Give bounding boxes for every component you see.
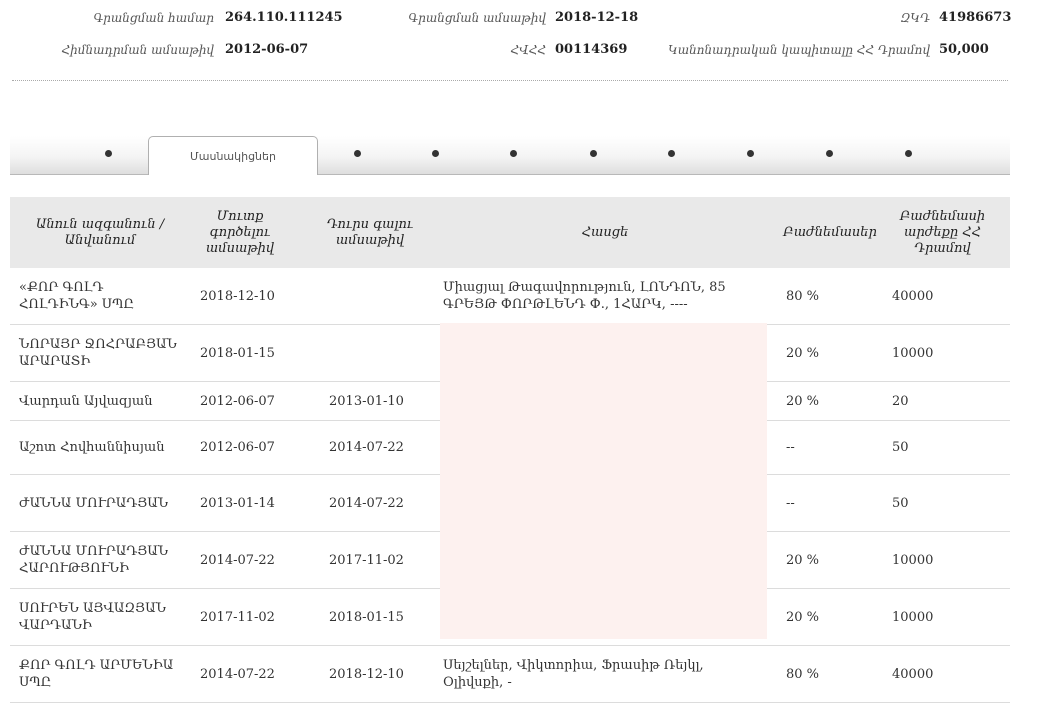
cell-name: Աշոտ Հովհաննիսյան: [19, 440, 165, 455]
registration-number-value: 264.110.111245: [225, 10, 343, 25]
cell-exit-date: 2014-07-22: [329, 495, 404, 511]
tax-id-label: ՀՎՀՀ: [510, 43, 546, 57]
cell-name: «ՔՈՐ ԳՈԼԴ ՀՈԼԴԻՆԳ» ՍՊԸ: [19, 280, 135, 312]
zkd-value: 41986673: [939, 10, 1012, 25]
founding-date-label: Հիմնադրման ամսաթիվ: [61, 43, 214, 57]
capital-value: 50,000: [939, 42, 989, 57]
header-address: Հասցե: [581, 224, 629, 240]
registration-date-value: 2018-12-18: [555, 10, 639, 25]
redacted-address-area: [440, 323, 767, 639]
table-row: [10, 646, 1010, 703]
cell-share: 80 %: [786, 666, 820, 682]
cell-name: ԺԱՆՆԱ ՄՈՒՐԱԴՅԱՆ: [19, 495, 169, 511]
cell-name: Վարդան Այվազյան: [19, 393, 153, 409]
cell-share: 20 %: [786, 393, 820, 409]
tab-dot-8[interactable]: [826, 150, 833, 157]
header-share: Բաժնեմասեր: [783, 224, 877, 240]
cell-exit-date: 2017-11-02: [329, 552, 404, 568]
cell-name: ՔՈՐ ԳՈԼԴ ԱՐՄԵՆԻԱ ՍՊԸ: [19, 658, 174, 690]
cell-share: 20 %: [786, 552, 820, 568]
tab-dot-6[interactable]: [668, 150, 675, 157]
tab-dot-5[interactable]: [590, 150, 597, 157]
cell-entry-date: 2012-06-07: [200, 393, 275, 409]
cell-value: 10000: [892, 345, 934, 361]
cell-share: 20 %: [786, 609, 820, 625]
header-exit-date: Դուրս գալու ամսաթիվ: [326, 216, 414, 248]
cell-entry-date: 2012-06-07: [200, 440, 275, 455]
cell-value: 40000: [892, 666, 934, 682]
cell-exit-date: 2014-07-22: [329, 440, 404, 455]
capital-label: Կանոնադրական կապիտալը ՀՀ Դրամով: [668, 43, 930, 57]
cell-value: 10000: [892, 552, 934, 568]
registration-date-label: Գրանցման ամսաթիվ: [408, 11, 546, 25]
cell-share: 20 %: [786, 345, 820, 361]
cell-entry-date: 2017-11-02: [200, 609, 275, 625]
table-header: [10, 197, 1010, 268]
tax-id-value: 00114369: [555, 42, 628, 57]
cell-entry-date: 2013-01-14: [200, 495, 275, 511]
cell-value: 20: [892, 393, 909, 409]
cell-entry-date: 2014-07-22: [200, 666, 275, 682]
cell-value: 50: [892, 495, 909, 511]
header-value: Բաժնեմասի արժեքը ՀՀ Դրամով: [899, 208, 986, 256]
cell-entry-date: 2018-12-10: [200, 288, 275, 304]
cell-exit-date: 2013-01-10: [329, 393, 404, 409]
cell-share: --: [786, 440, 795, 455]
header-entry-date: Մուտք գործելու ամսաթիվ: [205, 208, 275, 256]
cell-name: ԺԱՆՆԱ ՄՈՒՐԱԴՅԱՆ ՀԱՐՈՒԹՅՈՒՆԻ: [19, 544, 169, 576]
cell-name: ՆՈՐԱՅՐ ՋՈՀՐԱԲՅԱՆ ԱՐԱՐԱՏԻ: [19, 337, 177, 369]
cell-address: Սեյշելներ, Վիկտորիա, Ֆրասիթ Ռեյկլ, Օլիվսքի, -: [443, 658, 704, 690]
cell-share: 80 %: [786, 288, 820, 304]
tab-dot-2[interactable]: [354, 150, 361, 157]
cell-exit-date: [329, 325, 429, 381]
cell-exit-date: 2018-12-10: [329, 666, 404, 682]
header-name: Անուն ազգանուն / Անվանում: [35, 216, 165, 248]
cell-value: 10000: [892, 609, 934, 625]
tab-dot-3[interactable]: [432, 150, 439, 157]
founding-date-value: 2012-06-07: [225, 42, 309, 57]
tab-dot-1[interactable]: [105, 150, 112, 157]
cell-entry-date: 2014-07-22: [200, 552, 275, 568]
registration-number-label: Գրանցման համար: [93, 11, 214, 25]
participants-table: [10, 197, 1010, 703]
cell-address: Միացյալ Թագավորություն, ԼՈՆԴՈՆ, 85 ԳՐԵՅԹ ՓՈՐԹԼԵՆԴ Փ., 1ՀԱՐԿ, ----: [443, 280, 726, 312]
info-divider: [12, 80, 1008, 81]
cell-value: 40000: [892, 288, 934, 304]
tab-participants[interactable]: Մասնակիցներ: [148, 136, 318, 175]
table-row: [10, 268, 1010, 325]
cell-exit-date: 2018-01-15: [329, 609, 404, 625]
cell-entry-date: 2018-01-15: [200, 345, 275, 361]
cell-exit-date: [329, 268, 429, 324]
cell-value: 50: [892, 440, 909, 455]
cell-name: ՍՈՒՐԵՆ ԱՅՎԱԶՅԱՆ ՎԱՐԴԱՆԻ: [19, 601, 166, 633]
company-info: [0, 0, 1064, 82]
cell-share: --: [786, 495, 795, 511]
tab-dot-9[interactable]: [905, 150, 912, 157]
tab-bar: [10, 136, 1010, 175]
tab-dot-7[interactable]: [747, 150, 754, 157]
zkd-label: ԶԿԴ: [900, 11, 930, 25]
tab-dot-4[interactable]: [510, 150, 517, 157]
